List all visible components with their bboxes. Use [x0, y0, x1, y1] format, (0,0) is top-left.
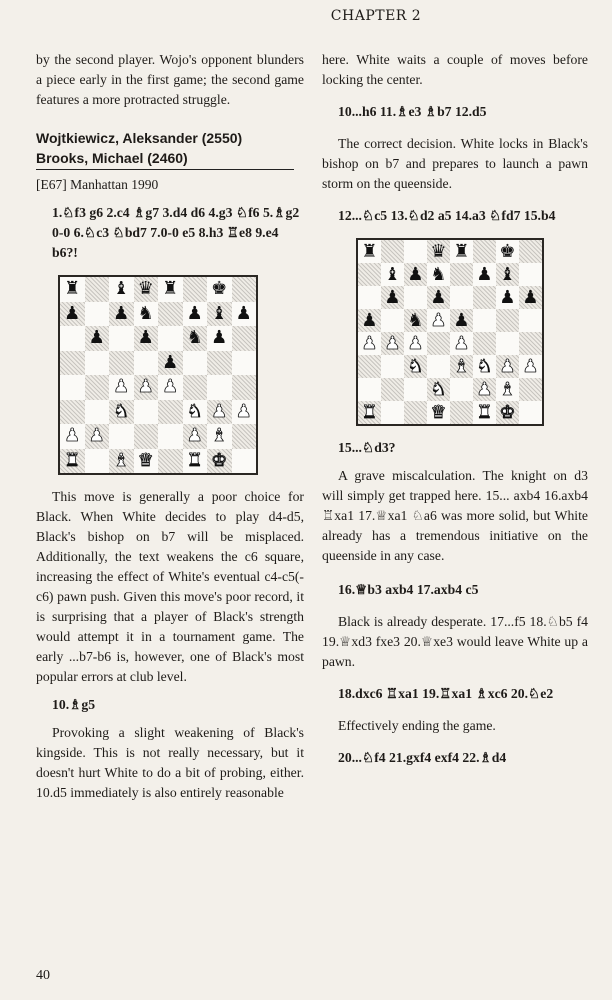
square-e6 — [158, 326, 183, 351]
square-e5 — [450, 309, 473, 332]
square-a2 — [60, 424, 85, 449]
square-e8 — [450, 240, 473, 263]
black-rook-icon: ♜ — [361, 240, 378, 262]
square-a3 — [358, 355, 381, 378]
square-d1 — [427, 401, 450, 424]
black-pawn-icon: ♟ — [522, 286, 539, 308]
square-f7 — [183, 302, 208, 327]
right-paragraph-1: here. White waits a couple of moves before locking the center. — [322, 52, 588, 87]
white-rook-icon: ♜ — [476, 401, 493, 423]
white-king-icon: ♚ — [499, 401, 516, 423]
square-e6 — [450, 286, 473, 309]
square-h5 — [519, 309, 542, 332]
square-b1 — [381, 401, 404, 424]
square-a8 — [60, 277, 85, 302]
right-paragraph-3: A grave miscalculation. The knight on d3 will simply get trapped here. 15... axb4 16.axb4 ♖xa1 17.♕xa1 ♘a6 was more solid, but White already has a tremendous initiative on the queenside in any case. — [322, 468, 588, 563]
white-pawn-icon: ♟ — [211, 400, 228, 422]
square-g6 — [207, 326, 232, 351]
moves-20-22: 20...♘f4 21.gxf4 exf4 22.♗d4 — [338, 750, 507, 765]
square-e4 — [158, 375, 183, 400]
square-d8 — [134, 277, 159, 302]
white-rook-icon: ♜ — [64, 449, 81, 471]
square-e7 — [158, 302, 183, 327]
white-pawn-icon: ♟ — [430, 309, 447, 331]
square-h2 — [232, 424, 257, 449]
page-number: 40 — [36, 968, 50, 983]
left-paragraph-3: Provoking a slight weakening of Black's kingside. This is not really necessary, but it doesn't hurt White to do a bit of probing, either. 10.d5 immediately is also entirely reasonable — [36, 725, 304, 800]
square-c4 — [109, 375, 134, 400]
moves-opening: 1.♘f3 g6 2.c4 ♗g7 3.d4 d6 4.g3 ♘f6 5.♗g2 0-0 6.♘c3 ♘bd7 7.0-0 e5 8.h3 ♖e8 9.e4 b6?! — [52, 205, 300, 260]
white-pawn-icon: ♟ — [162, 376, 179, 398]
square-f3 — [183, 400, 208, 425]
square-d5 — [427, 309, 450, 332]
square-a6 — [60, 326, 85, 351]
chapter-title: CHAPTER 2 — [330, 8, 422, 24]
square-b5 — [85, 351, 110, 376]
square-b3 — [85, 400, 110, 425]
black-knight-icon: ♞ — [407, 309, 424, 331]
square-d6 — [427, 286, 450, 309]
black-king-icon: ♚ — [499, 240, 516, 262]
square-d4 — [134, 375, 159, 400]
white-rook-icon: ♜ — [186, 449, 203, 471]
white-knight-icon: ♞ — [407, 355, 424, 377]
square-a5 — [60, 351, 85, 376]
white-bishop-icon: ♝ — [211, 425, 228, 447]
black-pawn-icon: ♟ — [64, 302, 81, 324]
square-f5 — [183, 351, 208, 376]
square-c4 — [404, 332, 427, 355]
white-pawn-icon: ♟ — [235, 400, 252, 422]
right-paragraph-2: The correct decision. White locks in Black's bishop on b7 and prepares to launch a pawn storm on the queenside. — [322, 136, 588, 191]
black-bishop-icon: ♝ — [384, 263, 401, 285]
black-pawn-icon: ♟ — [476, 263, 493, 285]
square-g8 — [207, 277, 232, 302]
white-bishop-icon: ♝ — [499, 378, 516, 400]
square-d3 — [427, 355, 450, 378]
square-a6 — [358, 286, 381, 309]
square-a7 — [358, 263, 381, 286]
square-b8 — [381, 240, 404, 263]
square-b1 — [85, 449, 110, 474]
square-c3 — [404, 355, 427, 378]
square-f6 — [183, 326, 208, 351]
square-d1 — [134, 449, 159, 474]
moves-16-17: 16.♕b3 axb4 17.axb4 c5 — [338, 582, 479, 597]
black-pawn-icon: ♟ — [88, 327, 105, 349]
white-pawn-icon: ♟ — [88, 425, 105, 447]
black-rook-icon: ♜ — [162, 278, 179, 300]
square-c1 — [404, 401, 427, 424]
moves-18-20: 18.dxc6 ♖xa1 19.♖xa1 ♗xc6 20.♘e2 — [338, 686, 554, 701]
square-g7 — [207, 302, 232, 327]
moves-10-12: 10...h6 11.♗e3 ♗b7 12.d5 — [338, 104, 487, 119]
right-column — [322, 50, 588, 768]
square-d2 — [134, 424, 159, 449]
square-b2 — [381, 378, 404, 401]
square-a5 — [358, 309, 381, 332]
white-pawn-icon: ♟ — [384, 332, 401, 354]
white-pawn-icon: ♟ — [361, 332, 378, 354]
square-g2 — [207, 424, 232, 449]
black-pawn-icon: ♟ — [162, 351, 179, 373]
white-pawn-icon: ♟ — [137, 376, 154, 398]
square-h1 — [519, 401, 542, 424]
square-f4 — [473, 332, 496, 355]
square-e5 — [158, 351, 183, 376]
white-bishop-icon: ♝ — [453, 355, 470, 377]
white-knight-icon: ♞ — [430, 378, 447, 400]
square-b7 — [381, 263, 404, 286]
square-d5 — [134, 351, 159, 376]
black-knight-icon: ♞ — [137, 302, 154, 324]
white-king-icon: ♚ — [211, 449, 228, 471]
square-g3 — [496, 355, 519, 378]
square-a1 — [60, 449, 85, 474]
square-h2 — [519, 378, 542, 401]
black-player: Brooks, Michael (2460) — [36, 150, 188, 166]
black-pawn-icon: ♟ — [113, 302, 130, 324]
square-a7 — [60, 302, 85, 327]
square-c5 — [404, 309, 427, 332]
square-g4 — [496, 332, 519, 355]
white-pawn-icon: ♟ — [64, 425, 81, 447]
game-header-rule — [36, 169, 294, 170]
white-pawn-icon: ♟ — [113, 376, 130, 398]
square-f1 — [183, 449, 208, 474]
square-b5 — [381, 309, 404, 332]
square-d8 — [427, 240, 450, 263]
square-g4 — [207, 375, 232, 400]
square-h6 — [519, 286, 542, 309]
black-pawn-icon: ♟ — [453, 309, 470, 331]
square-c8 — [109, 277, 134, 302]
square-g3 — [207, 400, 232, 425]
square-b6 — [85, 326, 110, 351]
square-h3 — [232, 400, 257, 425]
square-h4 — [232, 375, 257, 400]
black-bishop-icon: ♝ — [211, 302, 228, 324]
square-h5 — [232, 351, 257, 376]
square-e8 — [158, 277, 183, 302]
black-pawn-icon: ♟ — [186, 302, 203, 324]
square-h6 — [232, 326, 257, 351]
left-column — [36, 50, 304, 803]
square-h7 — [519, 263, 542, 286]
white-pawn-icon: ♟ — [476, 378, 493, 400]
black-queen-icon: ♛ — [137, 278, 154, 300]
square-c2 — [109, 424, 134, 449]
black-bishop-icon: ♝ — [113, 278, 130, 300]
square-f2 — [183, 424, 208, 449]
square-d6 — [134, 326, 159, 351]
square-a8 — [358, 240, 381, 263]
right-paragraph-4: Black is already desperate. 17...f5 18.♘b5 f4 19.♕xd3 fxe3 20.♕xe3 would leave White up a pawn. — [322, 614, 588, 669]
square-c6 — [404, 286, 427, 309]
square-e3 — [450, 355, 473, 378]
square-c7 — [109, 302, 134, 327]
square-f4 — [183, 375, 208, 400]
square-f8 — [473, 240, 496, 263]
moves-12-15: 12...♘c5 13.♘d2 a5 14.a3 ♘fd7 15.b4 — [338, 208, 556, 223]
square-d7 — [134, 302, 159, 327]
black-king-icon: ♚ — [211, 278, 228, 300]
white-pawn-icon: ♟ — [407, 332, 424, 354]
square-b6 — [381, 286, 404, 309]
square-c2 — [404, 378, 427, 401]
square-g5 — [207, 351, 232, 376]
black-rook-icon: ♜ — [64, 278, 81, 300]
white-pawn-icon: ♟ — [522, 355, 539, 377]
square-f5 — [473, 309, 496, 332]
white-knight-icon: ♞ — [186, 400, 203, 422]
square-b2 — [85, 424, 110, 449]
square-d2 — [427, 378, 450, 401]
square-a4 — [60, 375, 85, 400]
black-pawn-icon: ♟ — [407, 263, 424, 285]
square-b7 — [85, 302, 110, 327]
white-pawn-icon: ♟ — [453, 332, 470, 354]
black-pawn-icon: ♟ — [361, 309, 378, 331]
square-d7 — [427, 263, 450, 286]
black-pawn-icon: ♟ — [235, 302, 252, 324]
square-c6 — [109, 326, 134, 351]
square-c8 — [404, 240, 427, 263]
square-e1 — [450, 401, 473, 424]
square-g5 — [496, 309, 519, 332]
square-g1 — [207, 449, 232, 474]
square-g6 — [496, 286, 519, 309]
white-queen-icon: ♛ — [430, 401, 447, 423]
game-header — [36, 128, 304, 168]
left-paragraph-1: by the second player. Wojo's opponent blunders a piece early in the first game; the second game features a more protracted struggle. — [36, 52, 304, 107]
left-paragraph-2: This move is generally a poor choice for Black. When White decides to play d4-d5, Black's bishop on b7 will be misplaced. Additionally, the text weakens the c6 square, increasing the effect of White's eventual c4-c5(-c6) pawn push. Given this move's poor record, it is surprising that a player of Black's strength would attempt it in a tournament game. The early ...b7-b6 is, however, one of Black's most popular errors at club level. — [36, 489, 304, 684]
square-c3 — [109, 400, 134, 425]
black-pawn-icon: ♟ — [384, 286, 401, 308]
black-queen-icon: ♛ — [430, 240, 447, 262]
square-b4 — [381, 332, 404, 355]
event-line: [E67] Manhattan 1990 — [36, 177, 159, 192]
chess-diagram-1 — [58, 275, 258, 475]
white-queen-icon: ♛ — [137, 449, 154, 471]
square-a2 — [358, 378, 381, 401]
square-a1 — [358, 401, 381, 424]
black-pawn-icon: ♟ — [499, 286, 516, 308]
white-rook-icon: ♜ — [361, 401, 378, 423]
right-paragraph-5: Effectively ending the game. — [338, 718, 496, 733]
square-h7 — [232, 302, 257, 327]
square-e7 — [450, 263, 473, 286]
square-g2 — [496, 378, 519, 401]
square-d3 — [134, 400, 159, 425]
moves-10: 10.♗g5 — [52, 697, 96, 712]
square-f8 — [183, 277, 208, 302]
square-e1 — [158, 449, 183, 474]
square-g1 — [496, 401, 519, 424]
white-pawn-icon: ♟ — [186, 425, 203, 447]
black-pawn-icon: ♟ — [211, 327, 228, 349]
square-e2 — [450, 378, 473, 401]
square-e4 — [450, 332, 473, 355]
square-f6 — [473, 286, 496, 309]
square-f7 — [473, 263, 496, 286]
square-a4 — [358, 332, 381, 355]
chess-diagram-2 — [356, 238, 544, 426]
square-e3 — [158, 400, 183, 425]
square-e2 — [158, 424, 183, 449]
square-h4 — [519, 332, 542, 355]
square-b4 — [85, 375, 110, 400]
white-player: Wojtkiewicz, Aleksander (2550) — [36, 130, 243, 146]
black-bishop-icon: ♝ — [499, 263, 516, 285]
black-pawn-icon: ♟ — [137, 327, 154, 349]
square-h1 — [232, 449, 257, 474]
running-header — [0, 8, 612, 24]
square-h8 — [519, 240, 542, 263]
square-a3 — [60, 400, 85, 425]
square-d4 — [427, 332, 450, 355]
white-knight-icon: ♞ — [113, 400, 130, 422]
square-b8 — [85, 277, 110, 302]
square-f3 — [473, 355, 496, 378]
square-g7 — [496, 263, 519, 286]
square-b3 — [381, 355, 404, 378]
square-h3 — [519, 355, 542, 378]
moves-15: 15...♘d3? — [338, 440, 396, 455]
square-g8 — [496, 240, 519, 263]
white-knight-icon: ♞ — [476, 355, 493, 377]
square-f2 — [473, 378, 496, 401]
black-pawn-icon: ♟ — [430, 286, 447, 308]
square-h8 — [232, 277, 257, 302]
black-knight-icon: ♞ — [430, 263, 447, 285]
white-pawn-icon: ♟ — [499, 355, 516, 377]
black-rook-icon: ♜ — [453, 240, 470, 262]
white-bishop-icon: ♝ — [113, 449, 130, 471]
square-f1 — [473, 401, 496, 424]
black-knight-icon: ♞ — [186, 327, 203, 349]
square-c1 — [109, 449, 134, 474]
square-c5 — [109, 351, 134, 376]
square-c7 — [404, 263, 427, 286]
